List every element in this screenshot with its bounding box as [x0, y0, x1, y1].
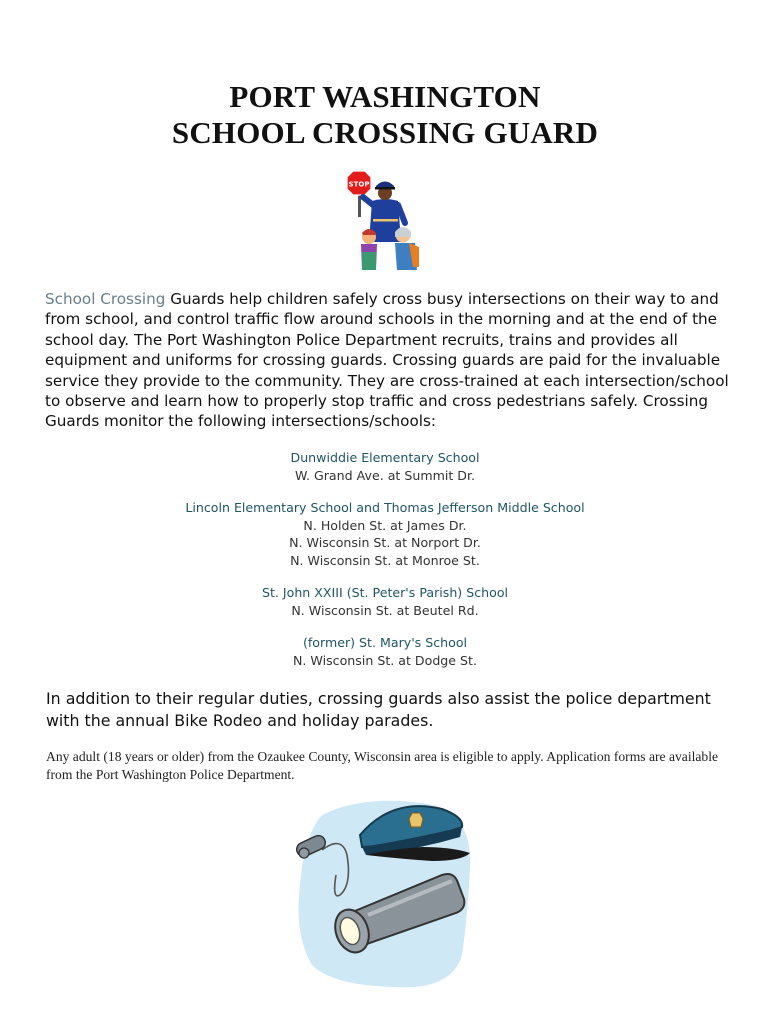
school-name: Dunwiddie Elementary School: [290, 450, 480, 465]
stop-sign-label: STOP: [348, 180, 370, 189]
intro-body-text: Guards help children safely cross busy intersections on their way to and from school, and control traffic flow around schools in the morning and at the end of the school day. The Port Washington Police Department recruits, trains and provides all equipment and uniforms for crossing guards. Crossing guards are paid for the invaluable service they provide to the community. They are cross-trained at each intersection/school to observe and learn how to properly stop traffic and cross pedestrians safely. Crossing Guards monitor the following intersections/schools:: [45, 290, 729, 431]
intro-paragraph: [45, 289, 735, 432]
intersection-address: W. Grand Ave. at Summit Dr.: [294, 467, 476, 483]
school-name: St. John XXIII (St. Peter's Parish) School: [261, 585, 509, 600]
intersection-address: N. Wisconsin St. at Dodge St.: [293, 652, 477, 668]
school-entry: [0, 499, 770, 569]
police-gear-illustration: [292, 795, 477, 990]
crossing-guard-illustration: [345, 167, 425, 272]
page-title-line-1: PORT WASHINGTON: [229, 79, 541, 114]
school-name: Lincoln Elementary School and Thomas Jefferson Middle School: [185, 500, 585, 515]
intersection-address: N. Wisconsin St. at Beutel Rd.: [291, 602, 479, 618]
school-entry: [0, 584, 770, 619]
school-list: [0, 449, 770, 684]
school-entry: [0, 449, 770, 484]
page-title-line-2: SCHOOL CROSSING GUARD: [171, 115, 599, 150]
intersection-address: N. Wisconsin St. at Monroe St.: [290, 552, 480, 568]
school-name: (former) St. Mary's School: [302, 635, 468, 650]
application-paragraph: Any adult (18 years or older) from the Ozaukee County, Wisconsin area is eligible to apply. Application forms are available from the Port Washington Police Department.: [46, 749, 719, 782]
intersection-address: N. Wisconsin St. at Norport Dr.: [289, 535, 481, 550]
intro-lead-text: School Crossing: [45, 290, 166, 308]
school-entry: [0, 634, 770, 669]
intersection-address: N. Holden St. at James Dr.: [303, 517, 467, 533]
duties-paragraph: In addition to their regular duties, crossing guards also assist the police department with the annual Bike Rodeo and holiday parades.: [46, 689, 711, 730]
